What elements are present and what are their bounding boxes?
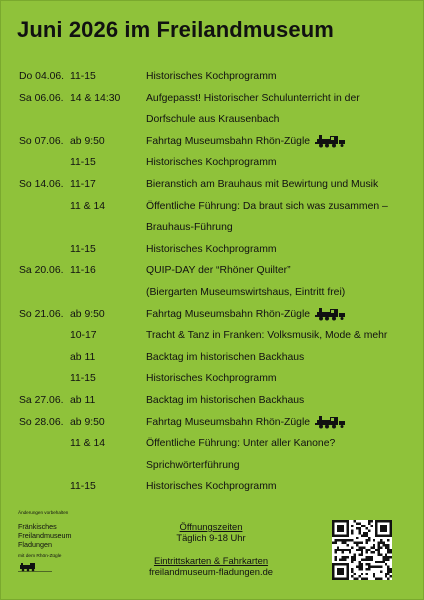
- event-description-text: Historisches Kochprogramm: [146, 481, 277, 493]
- organization-subtitle: mit dem Rhön-Zügle: [18, 554, 62, 559]
- event-description-text: Fahrtag Museumsbahn Rhön-Zügle: [146, 135, 311, 147]
- disclaimer-note: Änderungen vorbehalten: [18, 510, 69, 515]
- event-time: ab 11: [70, 351, 96, 363]
- event-description: [146, 260, 291, 282]
- event-description: [146, 152, 277, 174]
- event-description: [146, 368, 277, 390]
- organization-line: Fränkisches: [18, 522, 57, 531]
- steam-locomotive-icon: [314, 134, 346, 148]
- event-description-text: Fahrtag Museumsbahn Rhön-Zügle: [146, 308, 311, 320]
- event-description: [146, 476, 277, 498]
- train-logo-icon: [18, 562, 52, 572]
- opening-hours: Täglich 9-18 Uhr: [176, 532, 246, 543]
- event-time: ab 9:50: [70, 308, 105, 320]
- event-date: Sa 20.06.: [19, 265, 64, 277]
- event-row: [19, 476, 419, 498]
- event-description-text: Historisches Kochprogramm: [146, 243, 277, 255]
- event-time: ab 9:50: [70, 416, 105, 428]
- event-description-text: Öffentliche Führung: Da braut sich was zusammen –: [146, 200, 388, 212]
- event-row: [19, 66, 419, 88]
- event-description: [146, 412, 346, 434]
- event-row: [19, 282, 419, 304]
- event-description: [146, 325, 387, 347]
- footer-organization: [18, 510, 128, 572]
- tickets-heading[interactable]: Eintrittskarten & Fahrkarten: [153, 555, 269, 566]
- event-row: [19, 239, 419, 261]
- event-row: [19, 217, 419, 239]
- event-date: Do 04.06.: [19, 71, 65, 82]
- event-time: ab 11: [70, 394, 96, 406]
- event-row: [19, 390, 419, 412]
- event-row: [19, 260, 419, 282]
- organization-line: Fladungen: [18, 540, 52, 549]
- event-time: 11-17: [70, 178, 96, 190]
- qr-code-icon[interactable]: [332, 520, 392, 580]
- event-time: 11-15: [70, 481, 96, 493]
- event-time: 11-15: [70, 373, 96, 385]
- event-description: [146, 239, 277, 261]
- event-row: [19, 131, 419, 153]
- organization-line: Freilandmuseum: [18, 531, 72, 540]
- event-description: [146, 196, 388, 218]
- event-time: 11 & 14: [70, 200, 106, 212]
- event-time: 11-15: [70, 71, 96, 82]
- event-time: 11-15: [70, 157, 96, 169]
- event-description: [146, 131, 346, 153]
- event-row: [19, 109, 419, 131]
- event-row: [19, 325, 419, 347]
- event-row: [19, 412, 419, 434]
- event-time: 11-15: [70, 243, 96, 255]
- event-description-text: Tracht & Tanz in Franken: Volksmusik, Mode & mehr: [146, 330, 388, 342]
- event-date: Sa 06.06.: [19, 92, 64, 104]
- event-date: So 14.06.: [19, 178, 64, 190]
- event-row: [19, 196, 419, 218]
- event-row: [19, 88, 419, 110]
- steam-locomotive-icon: [314, 307, 346, 321]
- event-row: [19, 174, 419, 196]
- event-description: [146, 304, 346, 326]
- page-title: Juni 2026 im Freilandmuseum: [17, 17, 334, 42]
- event-time: 11 & 14: [70, 438, 106, 450]
- event-date: Sa 27.06.: [19, 394, 64, 406]
- event-description-text: (Biergarten Museumswirtshaus, Eintritt frei): [146, 286, 346, 298]
- event-description-text: Historisches Kochprogramm: [146, 157, 277, 169]
- event-description: [146, 174, 378, 196]
- event-description: [146, 66, 277, 88]
- event-row: [19, 152, 419, 174]
- event-description-text: Aufgepasst! Historischer Schulunterricht in der: [146, 92, 360, 104]
- event-row: [19, 304, 419, 326]
- event-date: So 28.06.: [19, 416, 64, 428]
- event-description-text: Historisches Kochprogramm: [146, 71, 277, 82]
- event-description-text: Fahrtag Museumsbahn Rhön-Zügle: [146, 416, 311, 428]
- event-description-text: Backtag im historischen Backhaus: [146, 394, 305, 406]
- event-time: 14 & 14:30: [70, 92, 121, 104]
- event-description: [146, 217, 233, 239]
- event-row: [19, 433, 419, 455]
- event-description-text: QUIP-DAY der “Rhöner Quilter”: [146, 265, 291, 277]
- event-row: [19, 455, 419, 477]
- event-description-text: Historisches Kochprogramm: [146, 373, 277, 385]
- event-time: ab 9:50: [70, 135, 105, 147]
- footer-info: [116, 521, 306, 577]
- event-description-text: Bieranstich am Brauhaus mit Bewirtung und Musik: [146, 178, 379, 190]
- event-description: [146, 109, 279, 131]
- event-description-text: Brauhaus-Führung: [146, 222, 233, 234]
- event-row: [19, 368, 419, 390]
- opening-hours-heading: Öffnungszeiten: [179, 521, 243, 532]
- event-list: [19, 66, 419, 498]
- event-description: [146, 455, 240, 477]
- organization-name: [18, 522, 128, 549]
- event-description-text: Dorfschule aus Krausenbach: [146, 114, 280, 126]
- event-description: [146, 88, 360, 110]
- website-link[interactable]: freilandmuseum-fladungen.de: [148, 566, 274, 577]
- event-description: [146, 347, 304, 369]
- event-description-text: Öffentliche Führung: Unter aller Kanone?: [146, 438, 336, 450]
- steam-locomotive-icon: [314, 415, 346, 429]
- event-description: [146, 433, 335, 455]
- event-description: [146, 282, 345, 304]
- event-date: So 07.06.: [19, 135, 64, 147]
- event-time: 10-17: [70, 330, 97, 342]
- event-description-text: Sprichwörterführung: [146, 459, 240, 471]
- event-date: So 21.06.: [19, 308, 64, 320]
- event-time: 11-16: [70, 265, 96, 277]
- event-description: [146, 390, 304, 412]
- event-description-text: Backtag im historischen Backhaus: [146, 351, 305, 363]
- event-row: [19, 347, 419, 369]
